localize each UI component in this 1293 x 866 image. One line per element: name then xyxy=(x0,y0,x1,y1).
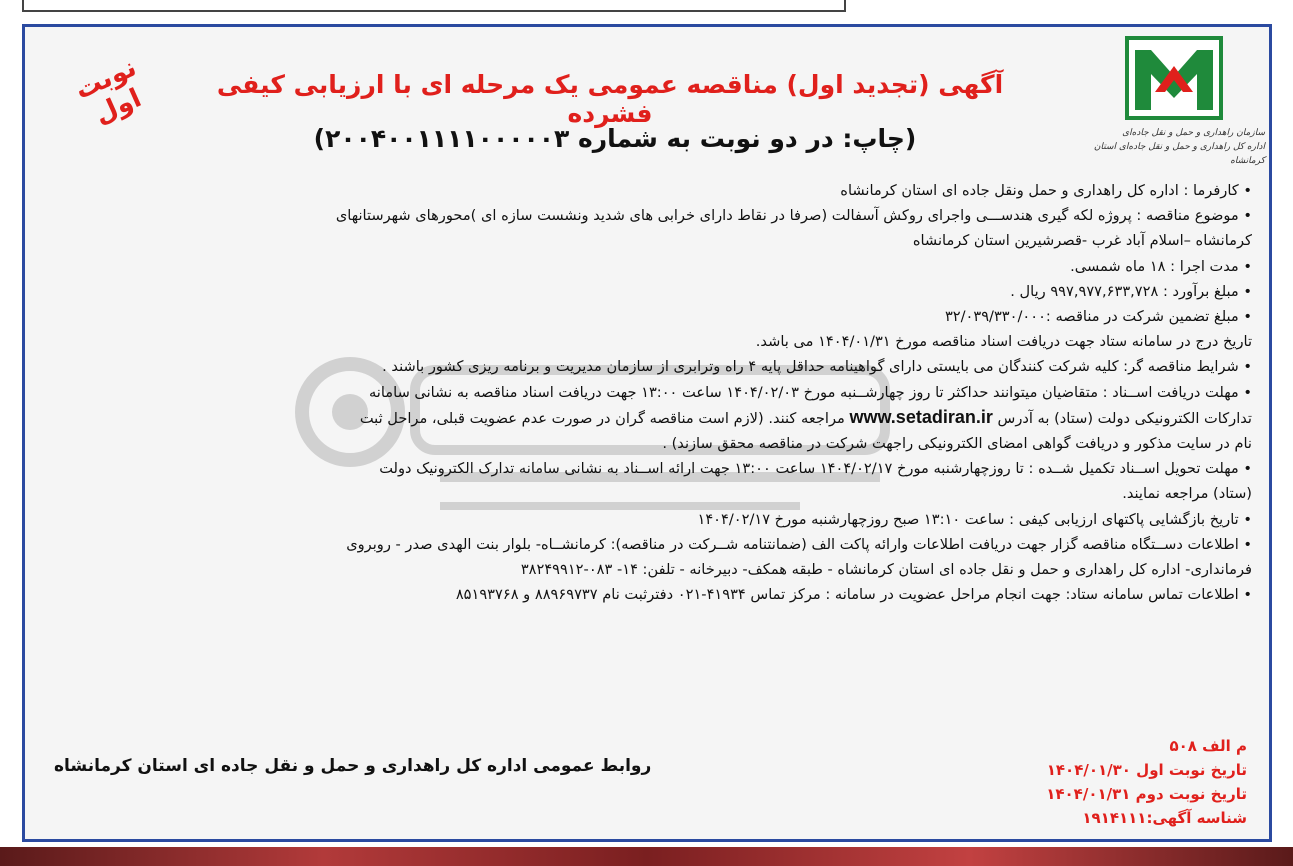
logo-caption-line1: سازمان راهداری و حمل و نقل جاده‌ای xyxy=(1122,128,1265,138)
estimate-line: • مبلغ برآورد : ۹۹۷,۹۷۷,۶۳۳,۷۲۸ ریال . xyxy=(1010,282,1252,300)
logo-caption xyxy=(1065,126,1265,168)
subject-line: • موضوع مناقصه : پروژه لکه گیری هندســـی واجرای روکش آسفالت (صرفا در نقاط دارای خرابی های شدید ونشست سازه ای )محورهای شهرستانهای xyxy=(335,207,1252,225)
receipt-text-b: مراجعه کنند. (لازم است مناقصه گران در صورت عدم عضویت قبلی، مراحل ثبت xyxy=(359,409,845,427)
ad-title: آگهی (تجدید اول) مناقصه عمومی یک مرحله ای با ارزیابی کیفی فشرده xyxy=(216,70,1004,128)
subject-line-cont: کرمانشاه –اسلام آباد غرب -قصرشیرین استان کرمانشاه xyxy=(912,232,1252,250)
previous-ad-border xyxy=(22,0,846,12)
info-line-cont: فرمانداری- اداره کل راهداری و حمل و نقل جاده ای استان کرمانشاه - طبقه همکف- دبیرخانه - تلفن: ۱۴- ۰۸۳-۳۸۲۴۹۹۱۲ xyxy=(520,561,1252,579)
ad-code: م الف ۵۰۸ xyxy=(1169,737,1247,755)
duration-line: • مدت اجرا : ۱۸ ماه شمسی. xyxy=(1070,257,1252,275)
public-relations-signature: روابط عمومی اداره کل راهداری و حمل و نقل جاده ای استان کرمانشاه xyxy=(54,756,652,776)
publish-date-line: تاریخ درج در سامانه ستاد جهت دریافت اسناد مناقصه مورخ ۱۴۰۴/۰۱/۳۱ می باشد. xyxy=(755,333,1252,351)
receipt-text-a: تدارکات الکترونیکی دولت (ستاد) به آدرس xyxy=(997,409,1252,427)
opening-line: • تاریخ بازگشایی پاکتهای ارزیابی کیفی : ساعت ۱۳:۱۰ صبح روزچهارشنبه مورخ ۱۴۰۴/۰۲/۱۷ xyxy=(697,510,1252,528)
employer-line: • کارفرما : اداره کل راهداری و حمل ونقل جاده ای استان کرمانشاه xyxy=(840,182,1252,199)
delivery-line-cont: (ستاد) مراجعه نمایند. xyxy=(1122,485,1252,503)
ad-subtitle: (چاپ: در دو نوبت به شماره ۲۰۰۴۰۰۱۱۱۱۰۰۰۰۰۳) xyxy=(313,124,917,153)
setadiran-link[interactable]: www.setadiran.ir xyxy=(849,406,993,427)
bottom-strip xyxy=(0,847,1293,866)
guarantee-line: • مبلغ تضمین شرکت در مناقصه :۳۲/۰۳۹/۳۳۰/۰۰۰ xyxy=(944,308,1252,326)
receipt-line-2 xyxy=(40,405,1252,431)
organization-logo xyxy=(1125,36,1223,120)
contact-line: • اطلاعات تماس سامانه ستاد: جهت انجام مراحل عضویت در سامانه : مرکز تماس ۴۱۹۳۴-۰۲۱ دفترثبت نام ۸۸۹۶۹۷۳۷ و ۸۵۱۹۳۷۶۸ xyxy=(455,586,1252,604)
delivery-line: • مهلت تحویل اســناد تکمیل شــده : تا روزچهارشنبه مورخ ۱۴۰۴/۰۲/۱۷ ساعت ۱۳:۰۰ جهت ارائه اســناد به نشانی سامانه تدارک الکترونیک دولت xyxy=(379,460,1252,478)
receipt-line-3: نام در سایت مذکور و دریافت گواهی امضای الکترونیکی راجهت شرکت در مناقصه محقق سازند) . xyxy=(662,435,1252,453)
conditions-line: • شرایط مناقصه گر: کلیه شرکت کنندگان می بایستی دارای گواهینامه حداقل پایه ۴ راه وترابری از سازمان مدیریت و برنامه ریزی کشور باشند . xyxy=(382,358,1252,376)
logo-caption-line2: اداره کل راهداری و حمل و نقل جاده‌ای استان کرمانشاه xyxy=(1093,142,1265,166)
first-round-stamp: نوبت اول xyxy=(70,52,146,130)
receipt-line: • مهلت دریافت اســناد : متقاضیان میتوانند حداکثر تا روز چهارشــنبه مورخ ۱۴۰۴/۰۲/۰۳ ساعت ۱۳:۰۰ جهت دریافت اسناد مناقصه به نشانی سامانه xyxy=(368,383,1252,401)
ad-body xyxy=(40,178,1252,607)
second-round-date: تاریخ نوبت دوم ۱۴۰۴/۰۱/۳۱ xyxy=(1046,785,1247,803)
info-line: • اطلاعات دســتگاه مناقصه گزار جهت دریافت اطلاعات وارائه پاکت الف (ضمانتنامه شــرکت در مناقصه): کرمانشــاه- بلوار بنت الهدی صدر - روبروی xyxy=(346,535,1252,553)
first-round-date: تاریخ نوبت اول ۱۴۰۴/۰۱/۳۰ xyxy=(1046,761,1247,779)
footer-codes xyxy=(917,734,1247,830)
ad-id: شناسه آگهی:۱۹۱۴۱۱۱ xyxy=(1082,809,1247,827)
